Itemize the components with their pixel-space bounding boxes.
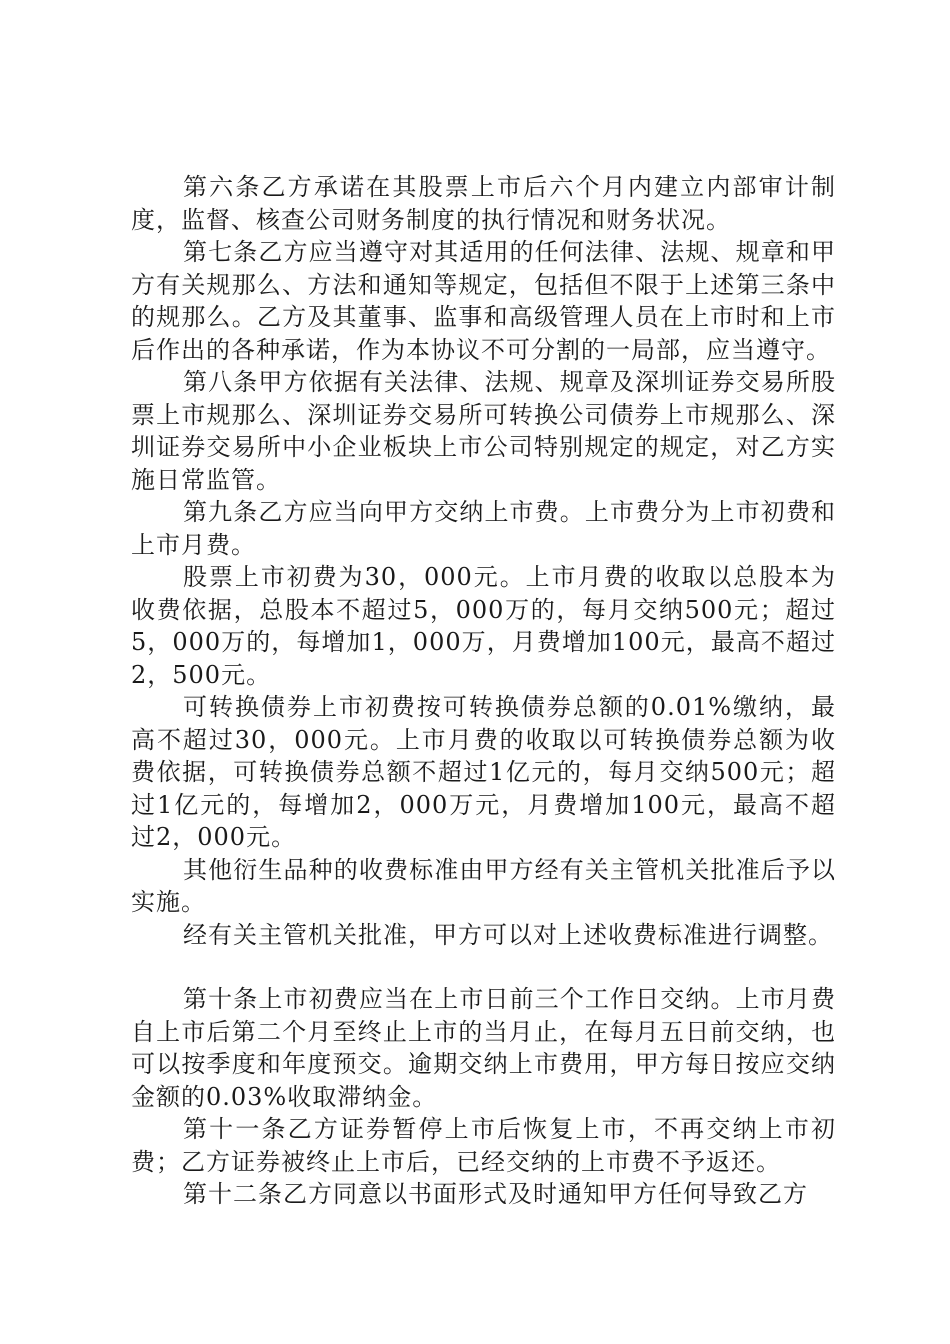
paragraph-other-derivatives: 其他衍生品种的收费标准由甲方经有关主管机关批准后予以实施。: [131, 855, 836, 916]
paragraph-article-7: 第七条乙方应当遵守对其适用的任何法律、法规、规章和甲方有关规那么、方法和通知等规定，包括但不限于上述第三条中的规那么。乙方及其董事、监事和高级管理人员在上市时和上市后作出的各种承诺，作为本协议不可分割的一局部，应当遵守。: [131, 238, 836, 364]
document-body: [131, 171, 836, 1211]
paragraph-article-10: 第十条上市初费应当在上市日前三个工作日交纳。上市月费自上市后第二个月至终止上市的当月止，在每月五日前交纳，也可以按季度和年度预交。逾期交纳上市费用，甲方每日按应交纳金额的0.03%收取滞纳金。: [131, 985, 836, 1111]
paragraph-article-12: 第十二条乙方同意以书面形式及时通知甲方任何导致乙方: [183, 1180, 808, 1208]
paragraph-article-6: 第六条乙方承诺在其股票上市后六个月内建立内部审计制度，监督、核查公司财务制度的执行情况和财务状况。: [131, 173, 836, 234]
paragraph-stock-fees: 股票上市初费为30，000元。上市月费的收取以总股本为收费依据，总股本不超过5，000万的，每月交纳500元；超过5，000万的，每增加1，000万，月费增加100元，最高不超过2，500元。: [131, 563, 836, 689]
paragraph-article-8: 第八条甲方依据有关法律、法规、规章及深圳证券交易所股票上市规那么、深圳证券交易所可转换公司债券上市规那么、深圳证券交易所中小企业板块上市公司特别规定的规定，对乙方实施日常监管。: [131, 368, 836, 494]
paragraph-article-11: 第十一条乙方证券暂停上市后恢复上市，不再交纳上市初费；乙方证券被终止上市后，已经交纳的上市费不予返还。: [131, 1115, 836, 1176]
paragraph-fee-adjustment: 经有关主管机关批准，甲方可以对上述收费标准进行调整。: [183, 920, 833, 949]
paragraph-article-9: 第九条乙方应当向甲方交纳上市费。上市费分为上市初费和上市月费。: [131, 498, 836, 559]
paragraph-bond-fees: 可转换债券上市初费按可转换债券总额的0.01%缴纳，最高不超过30，000元。上市月费的收取以可转换债券总额为收费依据，可转换债券总额不超过1亿元的，每月交纳500元；超过1亿元的，每增加2，000万元，月费增加100元，最高不超过2，000元。: [131, 693, 836, 851]
